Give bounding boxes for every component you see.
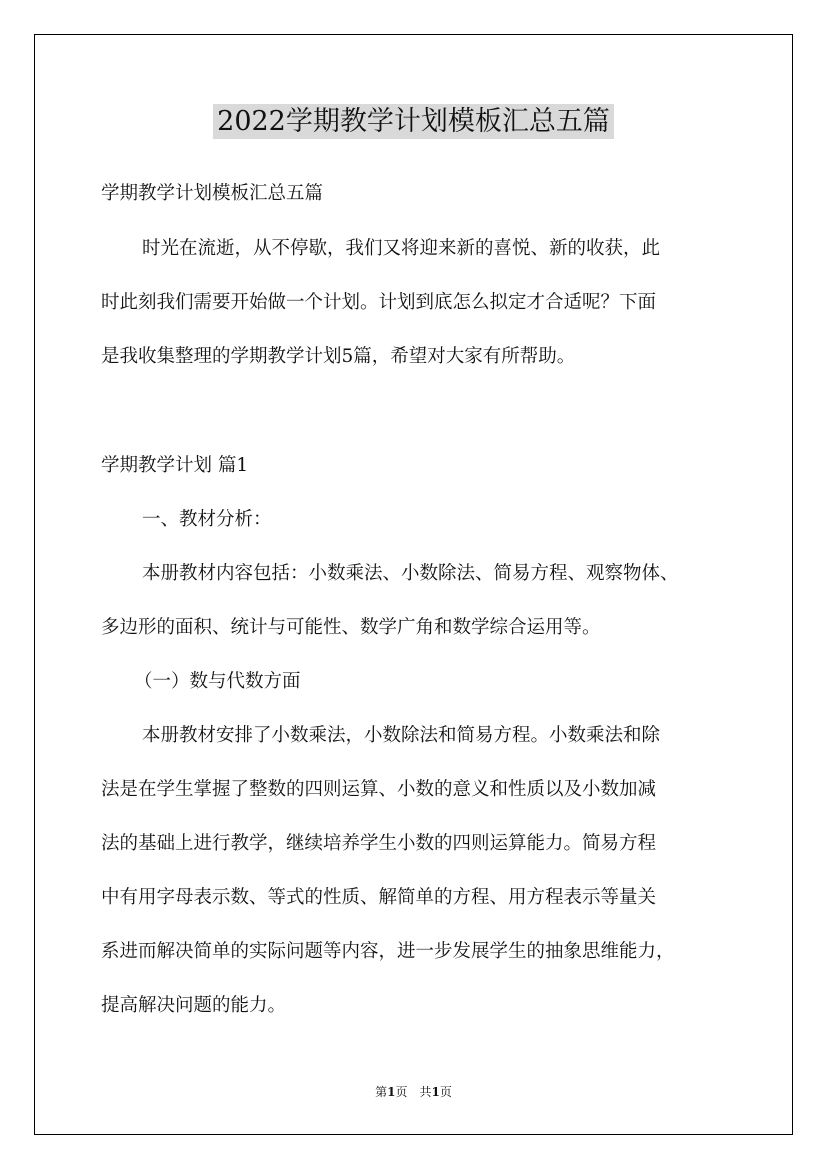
intro-line-2: 时此刻我们需要开始做一个计划。计划到底怎么拟定才合适呢？下面 [101,292,657,313]
footer-suffix: 页 [439,1085,452,1099]
footer-total-pages: 1 [431,1085,440,1099]
footer-prefix: 第 [375,1085,388,1099]
document-title [0,100,827,144]
intro-line-3: 是我收集整理的学期教学计划5篇，希望对大家有所帮助。 [101,346,576,367]
footer-current-page: 1 [387,1085,396,1099]
sub1-body-line-6: 提高解决问题的能力。 [101,995,287,1016]
item1-body-line-1: 本册教材内容包括：小数乘法、小数除法、简易方程、观察物体、 [142,563,679,584]
item1-body-line-2: 多边形的面积、统计与可能性、数学广角和数学综合运用等。 [101,617,601,638]
document-title-text: 2022学期教学计划模板汇总五篇 [213,104,614,139]
page-footer [0,1084,827,1100]
sub1-body-line-3: 法的基础上进行教学，继续培养学生小数的四则运算能力。简易方程 [101,833,657,854]
sub1-heading: （一）数与代数方面 [134,671,301,692]
intro-line-1: 时光在流逝，从不停歇，我们又将迎来新的喜悦、新的收获，此 [142,238,661,259]
sub1-body-line-1: 本册教材安排了小数乘法，小数除法和简易方程。小数乘法和除 [142,725,661,746]
item1-heading: 一、教材分析： [142,509,272,530]
document-subtitle: 学期教学计划模板汇总五篇 [101,183,324,204]
sub1-body-line-4: 中有用字母表示数、等式的性质、解简单的方程、用方程表示等量关 [101,887,657,908]
footer-mid: 页 共 [395,1085,432,1099]
section-heading: 学期教学计划 篇1 [101,455,249,476]
sub1-body-line-2: 法是在学生掌握了整数的四则运算、小数的意义和性质以及小数加减 [101,779,657,800]
sub1-body-line-5: 系进而解决简单的实际问题等内容，进一步发展学生的抽象思维能力， [101,941,675,962]
